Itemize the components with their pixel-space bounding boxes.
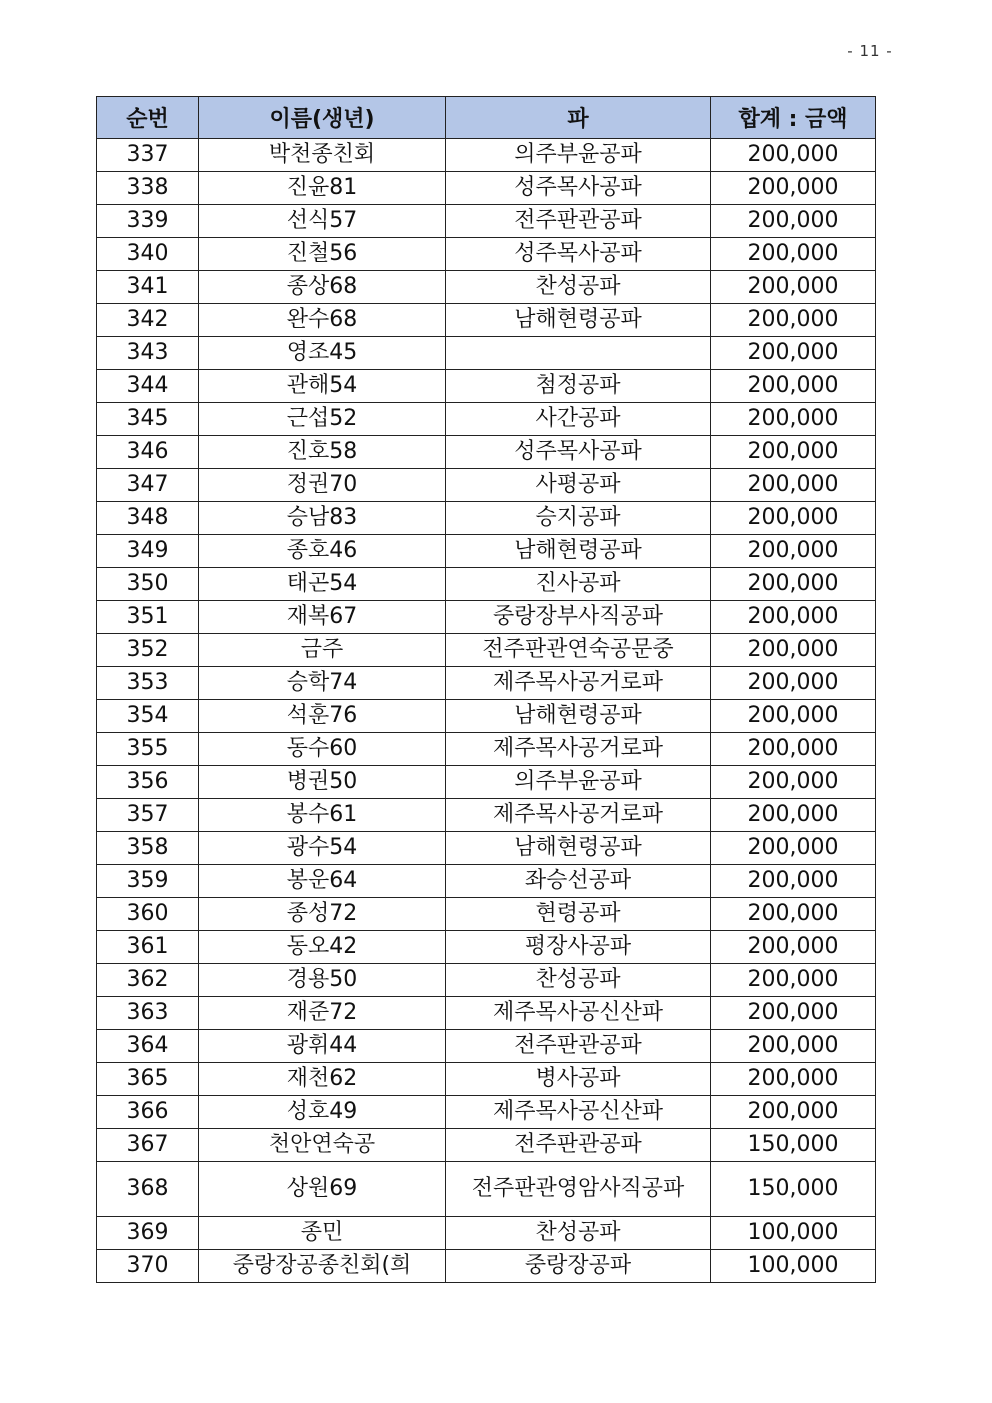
cell-branch: 남해현령공파 — [446, 832, 711, 865]
cell-branch: 찬성공파 — [446, 1217, 711, 1250]
cell-name: 승학74 — [199, 667, 446, 700]
table-row — [97, 271, 876, 304]
cell-branch: 남해현령공파 — [446, 700, 711, 733]
cell-amount: 200,000 — [711, 502, 876, 535]
table-row — [97, 667, 876, 700]
table-row — [97, 337, 876, 370]
cell-branch: 병사공파 — [446, 1063, 711, 1096]
header-no: 순번 — [97, 97, 199, 139]
cell-name: 선식57 — [199, 205, 446, 238]
cell-branch: 전주판관영암사직공파 — [446, 1162, 711, 1217]
cell-no: 342 — [97, 304, 199, 337]
cell-name: 동수60 — [199, 733, 446, 766]
table-row — [97, 436, 876, 469]
cell-amount: 200,000 — [711, 1063, 876, 1096]
table-row — [97, 832, 876, 865]
cell-amount: 200,000 — [711, 700, 876, 733]
cell-no: 354 — [97, 700, 199, 733]
cell-no: 362 — [97, 964, 199, 997]
table-row — [97, 700, 876, 733]
cell-amount: 200,000 — [711, 205, 876, 238]
cell-branch: 현령공파 — [446, 898, 711, 931]
cell-branch: 남해현령공파 — [446, 304, 711, 337]
cell-no: 364 — [97, 1030, 199, 1063]
cell-no: 348 — [97, 502, 199, 535]
table-row — [97, 1250, 876, 1283]
cell-name: 광수54 — [199, 832, 446, 865]
cell-name: 금주 — [199, 634, 446, 667]
table-row — [97, 469, 876, 502]
table-row — [97, 502, 876, 535]
cell-amount: 200,000 — [711, 370, 876, 403]
table-row — [97, 634, 876, 667]
cell-amount: 200,000 — [711, 865, 876, 898]
table-row — [97, 1129, 876, 1162]
cell-no: 366 — [97, 1096, 199, 1129]
cell-name: 승남83 — [199, 502, 446, 535]
cell-branch: 전주판관공파 — [446, 1030, 711, 1063]
cell-branch: 의주부윤공파 — [446, 139, 711, 172]
table-row — [97, 964, 876, 997]
cell-branch: 찬성공파 — [446, 964, 711, 997]
cell-no: 341 — [97, 271, 199, 304]
cell-branch: 좌승선공파 — [446, 865, 711, 898]
cell-name: 종성72 — [199, 898, 446, 931]
table-row — [97, 865, 876, 898]
table-row — [97, 733, 876, 766]
cell-no: 368 — [97, 1162, 199, 1217]
cell-name: 재준72 — [199, 997, 446, 1030]
cell-amount: 200,000 — [711, 964, 876, 997]
cell-amount: 200,000 — [711, 832, 876, 865]
header-amount: 합계 : 금액 — [711, 97, 876, 139]
cell-no: 343 — [97, 337, 199, 370]
cell-no: 349 — [97, 535, 199, 568]
cell-name: 병권50 — [199, 766, 446, 799]
cell-branch: 승지공파 — [446, 502, 711, 535]
cell-name: 상원69 — [199, 1162, 446, 1217]
cell-amount: 200,000 — [711, 139, 876, 172]
table-row — [97, 799, 876, 832]
cell-no: 370 — [97, 1250, 199, 1283]
cell-branch: 남해현령공파 — [446, 535, 711, 568]
header-name: 이름(생년) — [199, 97, 446, 139]
cell-name: 재천62 — [199, 1063, 446, 1096]
cell-name: 완수68 — [199, 304, 446, 337]
cell-no: 367 — [97, 1129, 199, 1162]
cell-amount: 100,000 — [711, 1250, 876, 1283]
cell-amount: 200,000 — [711, 634, 876, 667]
cell-amount: 200,000 — [711, 1096, 876, 1129]
cell-amount: 200,000 — [711, 931, 876, 964]
cell-branch: 찬성공파 — [446, 271, 711, 304]
table-row — [97, 997, 876, 1030]
table-body — [97, 139, 876, 1283]
cell-no: 345 — [97, 403, 199, 436]
cell-amount: 200,000 — [711, 271, 876, 304]
cell-no: 347 — [97, 469, 199, 502]
table-row — [97, 139, 876, 172]
cell-amount: 200,000 — [711, 667, 876, 700]
cell-branch: 제주목사공거로파 — [446, 733, 711, 766]
cell-branch: 중랑장부사직공파 — [446, 601, 711, 634]
cell-no: 340 — [97, 238, 199, 271]
cell-amount: 150,000 — [711, 1129, 876, 1162]
cell-amount: 200,000 — [711, 898, 876, 931]
table-row — [97, 304, 876, 337]
cell-name: 성호49 — [199, 1096, 446, 1129]
cell-no: 351 — [97, 601, 199, 634]
cell-no: 344 — [97, 370, 199, 403]
cell-no: 369 — [97, 1217, 199, 1250]
table-header-row — [97, 97, 876, 139]
cell-no: 356 — [97, 766, 199, 799]
donor-table — [96, 96, 876, 1283]
cell-no: 358 — [97, 832, 199, 865]
cell-name: 박천종친회 — [199, 139, 446, 172]
cell-name: 동오42 — [199, 931, 446, 964]
cell-amount: 200,000 — [711, 535, 876, 568]
cell-amount: 100,000 — [711, 1217, 876, 1250]
cell-name: 석훈76 — [199, 700, 446, 733]
cell-amount: 200,000 — [711, 172, 876, 205]
cell-no: 363 — [97, 997, 199, 1030]
cell-no: 352 — [97, 634, 199, 667]
cell-branch: 전주판관공파 — [446, 1129, 711, 1162]
cell-amount: 200,000 — [711, 436, 876, 469]
table-row — [97, 898, 876, 931]
cell-no: 346 — [97, 436, 199, 469]
table-row — [97, 1030, 876, 1063]
cell-amount: 200,000 — [711, 568, 876, 601]
cell-amount: 200,000 — [711, 799, 876, 832]
cell-name: 천안연숙공 — [199, 1129, 446, 1162]
cell-amount: 200,000 — [711, 469, 876, 502]
cell-no: 337 — [97, 139, 199, 172]
table-row — [97, 535, 876, 568]
cell-branch: 사평공파 — [446, 469, 711, 502]
table-row — [97, 1063, 876, 1096]
cell-name: 봉수61 — [199, 799, 446, 832]
cell-name: 영조45 — [199, 337, 446, 370]
cell-no: 339 — [97, 205, 199, 238]
cell-amount: 200,000 — [711, 403, 876, 436]
cell-branch — [446, 337, 711, 370]
cell-name: 봉운64 — [199, 865, 446, 898]
cell-branch: 성주목사공파 — [446, 172, 711, 205]
cell-no: 353 — [97, 667, 199, 700]
table-row — [97, 238, 876, 271]
cell-no: 357 — [97, 799, 199, 832]
cell-amount: 200,000 — [711, 601, 876, 634]
cell-branch: 평장사공파 — [446, 931, 711, 964]
cell-branch: 제주목사공신산파 — [446, 997, 711, 1030]
cell-name: 경용50 — [199, 964, 446, 997]
cell-branch: 진사공파 — [446, 568, 711, 601]
cell-amount: 200,000 — [711, 733, 876, 766]
cell-amount: 200,000 — [711, 766, 876, 799]
cell-name: 관해54 — [199, 370, 446, 403]
cell-no: 350 — [97, 568, 199, 601]
cell-name: 근섭52 — [199, 403, 446, 436]
cell-branch: 성주목사공파 — [446, 238, 711, 271]
cell-name: 태곤54 — [199, 568, 446, 601]
table-row — [97, 1162, 876, 1217]
cell-amount: 200,000 — [711, 337, 876, 370]
table-row — [97, 1217, 876, 1250]
cell-amount: 150,000 — [711, 1162, 876, 1217]
cell-branch: 사간공파 — [446, 403, 711, 436]
cell-branch: 중랑장공파 — [446, 1250, 711, 1283]
cell-branch: 첨정공파 — [446, 370, 711, 403]
cell-name: 재복67 — [199, 601, 446, 634]
table-row — [97, 370, 876, 403]
cell-name: 중랑장공종친회(희 — [199, 1250, 446, 1283]
cell-name: 종상68 — [199, 271, 446, 304]
table-row — [97, 205, 876, 238]
cell-no: 365 — [97, 1063, 199, 1096]
cell-no: 360 — [97, 898, 199, 931]
cell-amount: 200,000 — [711, 238, 876, 271]
table-row — [97, 403, 876, 436]
cell-name: 진철56 — [199, 238, 446, 271]
cell-amount: 200,000 — [711, 997, 876, 1030]
cell-name: 정권70 — [199, 469, 446, 502]
table-row — [97, 568, 876, 601]
table-row — [97, 931, 876, 964]
table-row — [97, 601, 876, 634]
cell-no: 355 — [97, 733, 199, 766]
cell-name: 진윤81 — [199, 172, 446, 205]
table-row — [97, 1096, 876, 1129]
header-branch: 파 — [446, 97, 711, 139]
cell-branch: 제주목사공거로파 — [446, 799, 711, 832]
cell-branch: 제주목사공신산파 — [446, 1096, 711, 1129]
cell-branch: 제주목사공거로파 — [446, 667, 711, 700]
page-number: - 11 - — [847, 42, 893, 60]
table-row — [97, 766, 876, 799]
table-row — [97, 172, 876, 205]
cell-no: 338 — [97, 172, 199, 205]
cell-amount: 200,000 — [711, 1030, 876, 1063]
cell-name: 진호58 — [199, 436, 446, 469]
cell-name: 종민 — [199, 1217, 446, 1250]
cell-branch: 전주판관연숙공문중 — [446, 634, 711, 667]
cell-name: 종호46 — [199, 535, 446, 568]
cell-branch: 의주부윤공파 — [446, 766, 711, 799]
cell-branch: 성주목사공파 — [446, 436, 711, 469]
cell-no: 359 — [97, 865, 199, 898]
cell-no: 361 — [97, 931, 199, 964]
cell-branch: 전주판관공파 — [446, 205, 711, 238]
cell-name: 광휘44 — [199, 1030, 446, 1063]
cell-amount: 200,000 — [711, 304, 876, 337]
